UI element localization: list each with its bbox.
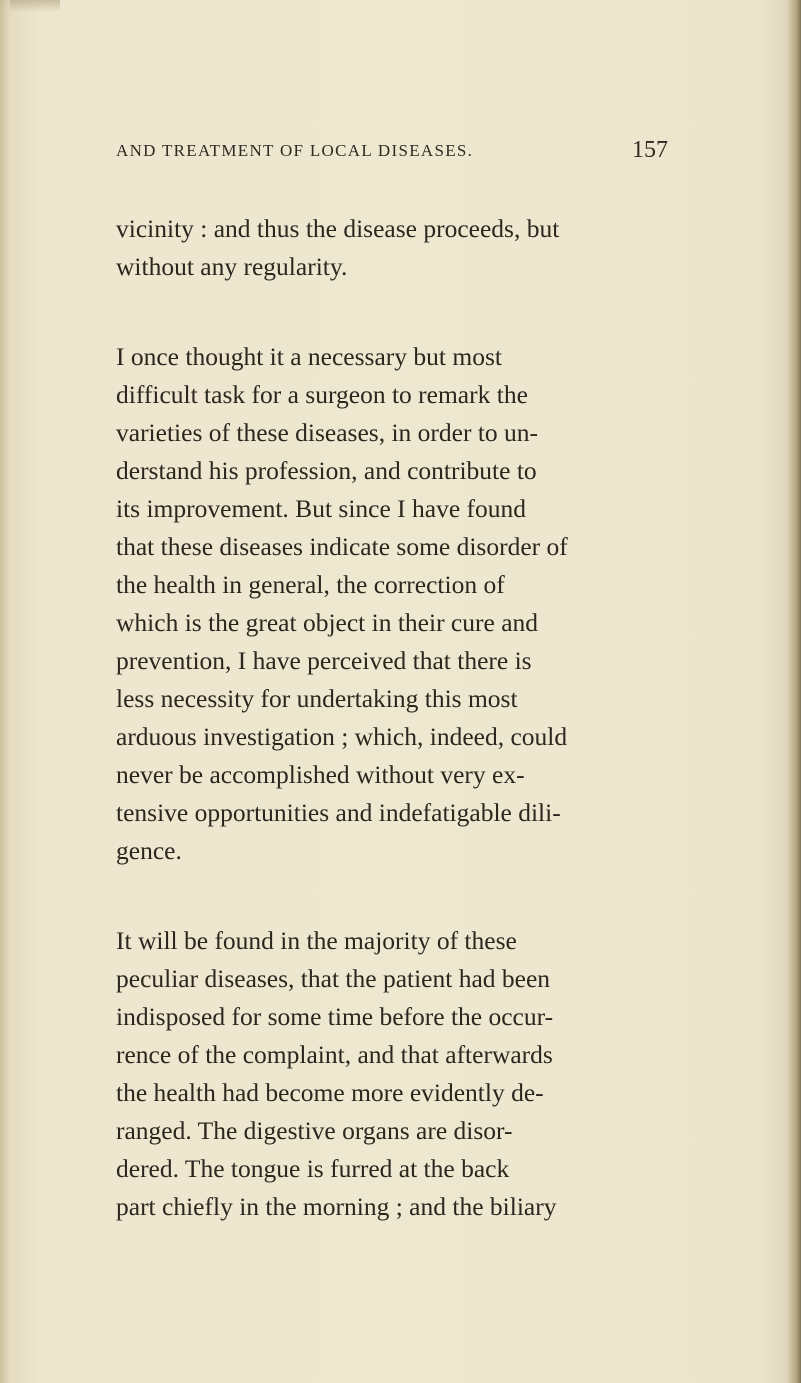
text-line: difficult task for a surgeon to remark the [116, 380, 528, 409]
text-line: rence of the complaint, and that afterwards [116, 1040, 553, 1069]
text-line: peculiar diseases, that the patient had been [116, 964, 551, 993]
text-line: vicinity : and thus the disease proceeds, but [116, 214, 560, 243]
text-line: that these diseases indicate some disorder of [116, 532, 568, 561]
text-line: arduous investigation ; which, indeed, could [116, 722, 568, 751]
text-line: which is the great object in their cure and [116, 608, 539, 637]
text-line: indisposed for some time before the occur- [116, 1002, 554, 1031]
text-line: prevention, I have perceived that there is [116, 646, 532, 675]
text-line: It will be found in the majority of these [116, 926, 517, 955]
page-number: 157 [632, 137, 668, 163]
text-line: derstand his profession, and contribute to [116, 456, 537, 485]
text-line: the health had become more evidently de- [116, 1078, 544, 1107]
running-head: AND TREATMENT OF LOCAL DISEASES. [116, 141, 474, 160]
text-line: varieties of these diseases, in order to un- [116, 418, 539, 447]
text-line: without any regularity. [116, 252, 348, 281]
text-line: dered. The tongue is furred at the back [116, 1154, 510, 1183]
right-page-edge [787, 0, 801, 1383]
text-line: ranged. The digestive organs are disor- [116, 1116, 513, 1145]
text-line: gence. [116, 836, 182, 865]
text-line: I once thought it a necessary but most [116, 342, 502, 371]
left-page-edge [0, 0, 10, 1383]
text-line: its improvement. But since I have found [116, 494, 527, 523]
text-line: part chiefly in the morning ; and the biliary [116, 1192, 557, 1221]
text-line: tensive opportunities and indefatigable dili- [116, 798, 561, 827]
text-line: the health in general, the correction of [116, 570, 505, 599]
text-line: less necessity for undertaking this most [116, 684, 518, 713]
text-line: never be accomplished without very ex- [116, 760, 525, 789]
